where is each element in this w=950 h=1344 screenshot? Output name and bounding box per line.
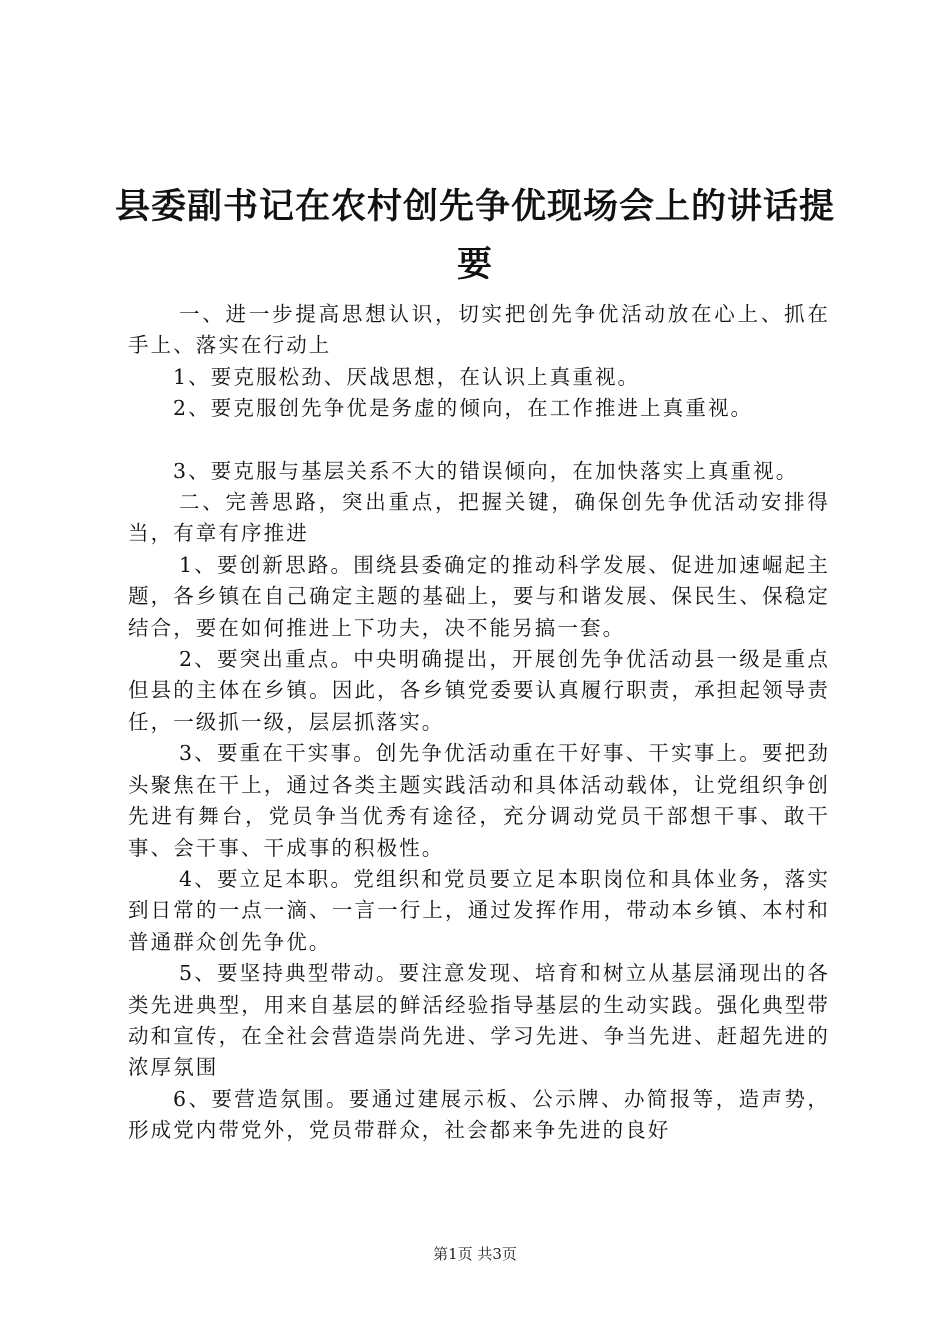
page-number-footer: 第1页 共3页 xyxy=(433,1245,517,1263)
list-item: 2、要克服创先争优是务虚的倾向，在工作推进上真重视。 xyxy=(173,396,754,421)
section-heading-2: 二、完善思路，突出重点，把握关键，确保创先争优活动安排得当，有章有序推进 xyxy=(128,490,830,546)
document-body xyxy=(128,299,830,1147)
list-item: 6、要营造氛围。要通过建展示板、公示牌、办简报等，造声势，形成党内带党外，党员带群众，社会都来争先进的良好 xyxy=(128,1086,830,1143)
paragraph-gap xyxy=(128,425,830,456)
list-item: 1、要创新思路。围绕县委确定的推动科学发展、促进加速崛起主题，各乡镇在自己确定主题的基础上，要与和谐发展、保民生、保稳定结合，要在如何推进上下功夫，决不能另搞一套。 xyxy=(128,552,830,640)
list-item: 1、要克服松劲、厌战思想，在认识上真重视。 xyxy=(173,364,641,389)
section-heading-1: 一、进一步提高思想认识，切实把创先争优活动放在心上、抓在手上、落实在行动上 xyxy=(128,302,830,358)
list-item: 3、要克服与基层关系不大的错误倾向，在加快落实上真重视。 xyxy=(173,458,799,483)
list-item: 5、要坚持典型带动。要注意发现、培育和树立从基层涌现出的各类先进典型，用来自基层的鲜活经验指导基层的生动实践。强化典型带动和宣传，在全社会营造崇尚先进、学习先进、争当先进、赶超先进的浓厚氛围 xyxy=(128,961,830,1080)
document-title: 县委副书记在农村创先争优现场会上的讲话提要 xyxy=(114,187,835,285)
list-item: 3、要重在干实事。创先争优活动重在干好事、干实事上。要把劲头聚焦在干上，通过各类主题实践活动和具体活动载体，让党组织争创先进有舞台，党员争当优秀有途径，充分调动党员干部想干事、敢干事、会干事、干成事的积极性。 xyxy=(128,741,830,860)
list-item: 4、要立足本职。党组织和党员要立足本职岗位和具体业务，落实到日常的一点一滴、一言一行上，通过发挥作用，带动本乡镇、本村和普通群众创先争优。 xyxy=(128,866,830,954)
list-item: 2、要突出重点。中央明确提出，开展创先争优活动县一级是重点但县的主体在乡镇。因此，各乡镇党委要认真履行职责，承担起领导责任，一级抓一级，层层抓落实。 xyxy=(128,647,830,734)
